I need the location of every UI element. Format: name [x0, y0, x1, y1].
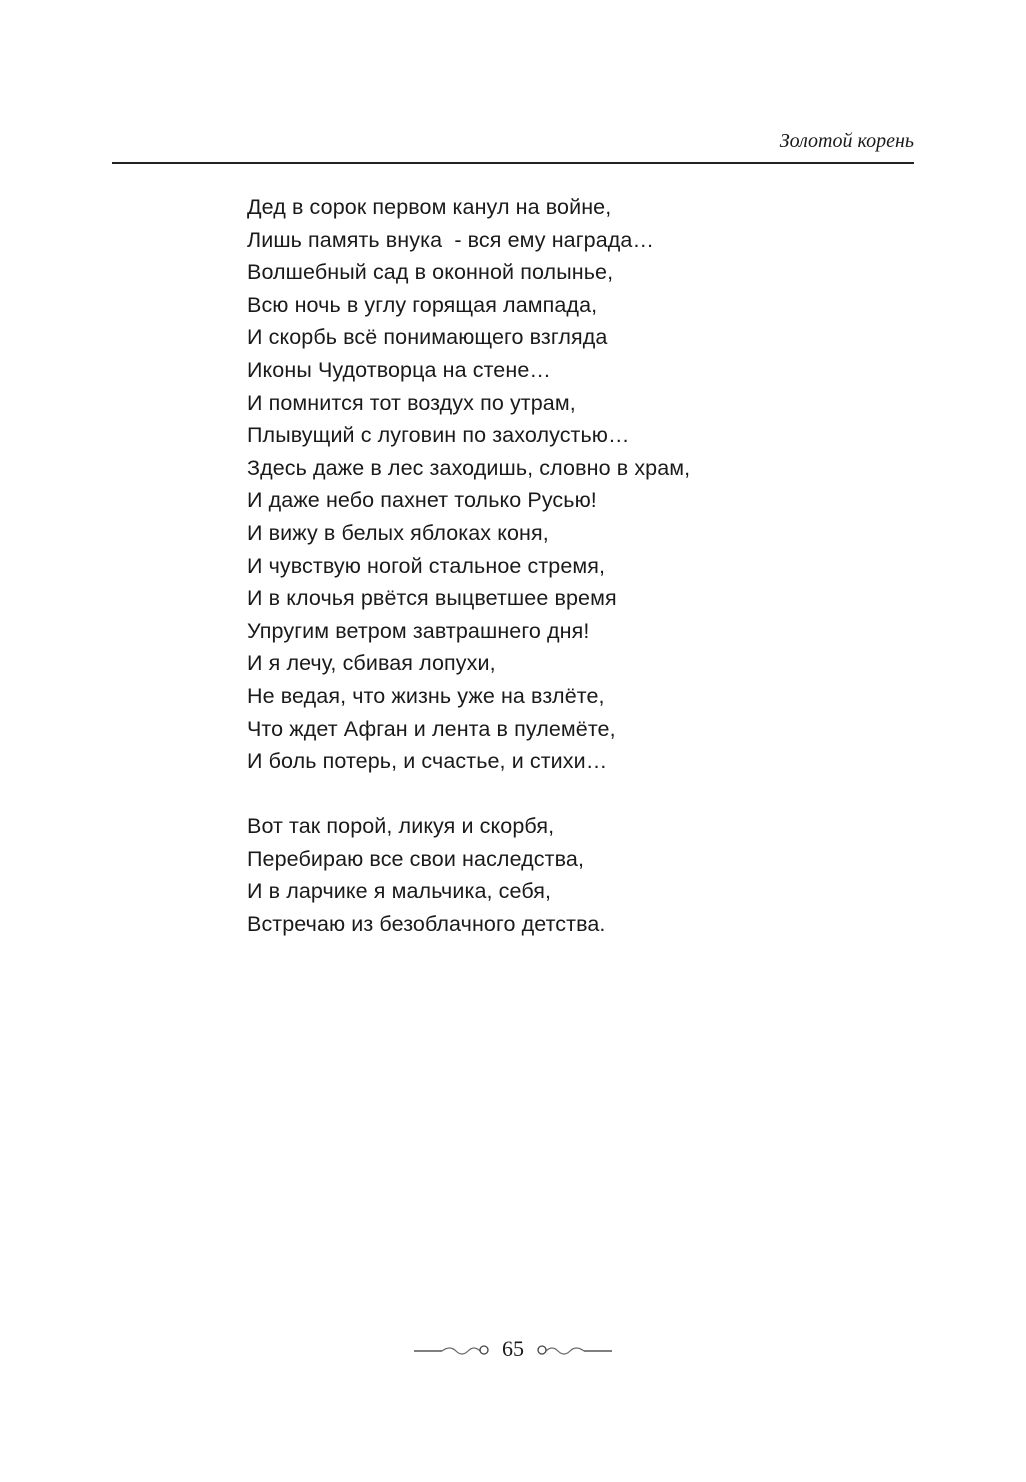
page-footer [0, 1336, 1026, 1362]
poem-line: И чувствую ногой стальное стремя, [247, 553, 606, 578]
poem-line: Упругим ветром завтрашнего дня! [247, 618, 590, 643]
page-number: 65 [502, 1336, 524, 1361]
stanza [247, 191, 690, 778]
poem-line: И скорбь всё понимающего взгляда [247, 325, 608, 350]
poem-line: Что ждет Афган и лента в пулемёте, [247, 716, 616, 741]
poem-line: И даже небо пахнет только Русью! [247, 488, 597, 513]
poem-line: Всю ночь в углу горящая лампада, [247, 292, 598, 317]
header-rule [112, 162, 914, 164]
poem-line: Плывущий с луговин по захолустью… [247, 423, 630, 448]
poem-line: Лишь память внука - вся ему награда… [247, 227, 655, 252]
poem-line: И в клочья рвётся выцветшее время [247, 586, 617, 611]
poem-line: Не ведая, что жизнь уже на взлёте, [247, 683, 605, 708]
poem-line: Волшебный сад в оконной полынье, [247, 260, 614, 285]
poem-line: Вот так порой, ликуя и скорбя, [247, 814, 555, 839]
poem-line: Иконы Чудотворца на стене… [247, 357, 551, 382]
poem-line: И вижу в белых яблоках коня, [247, 520, 549, 545]
poem-line: Перебираю все свои наследства, [247, 846, 585, 871]
poem-line: И помнится тот воздух по утрам, [247, 390, 576, 415]
poem-line: Встречаю из безоблачного детства. [247, 912, 606, 937]
poem [247, 191, 690, 973]
poem-line: Здесь даже в лес заходишь, словно в храм, [247, 455, 691, 480]
poem-line: Дед в сорок первом канул на войне, [247, 195, 612, 219]
running-title: Золотой корень [779, 130, 914, 152]
poem-line: И боль потерь, и счастье, и стихи… [247, 749, 608, 774]
floral-flourish-icon [412, 1343, 492, 1359]
poem-line: И я лечу, сбивая лопухи, [247, 651, 496, 676]
poem-line: И в ларчике я мальчика, себя, [247, 879, 552, 904]
floral-flourish-icon [534, 1343, 614, 1359]
stanza [247, 810, 690, 940]
